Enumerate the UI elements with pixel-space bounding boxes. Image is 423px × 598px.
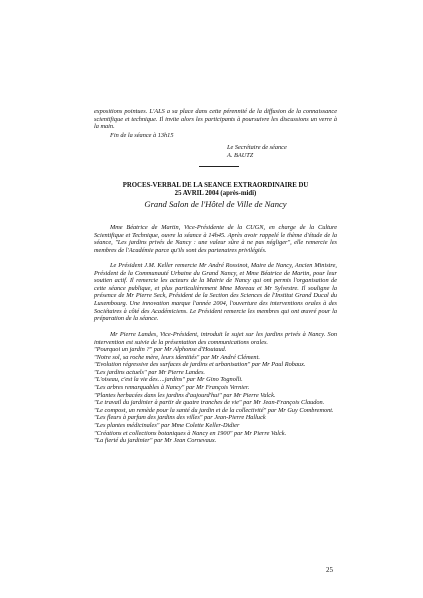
list-item: "Le compost, un remède pour la santé du jardin et de la collectivité" par Mr Guy Combremont. <box>94 406 334 414</box>
heading-subtitle: Grand Salon de l'Hôtel de Ville de Nancy <box>144 199 287 209</box>
paragraph-introduction: Mr Pierre Landes, Vice-Président, introduit le sujet sur les jardins privés à Nancy. Son intervention est suivie de la présentation des communications orales. <box>94 331 337 346</box>
list-item: "Les arbres remarquables à Nancy" par Mr François Vernier. <box>94 383 250 391</box>
signature-name: A. BAUTZ <box>227 152 254 159</box>
intro-paragraph: expositions pointues. L'ALS a sa place dans cette pérennité de la diffusion de la connaissance scientifique et technique. Il invite alors les participants à poursuivre les discussions un verre à la main. <box>94 108 337 131</box>
list-item: "Créations et collections botaniques à Nancy en 1900" par Mr Pierre Valck. <box>94 429 287 437</box>
heading-line-2: 25 AVRIL 2004 (après-midi) <box>174 190 257 197</box>
paragraph-president: Le Président J.M. Keller remercie Mr André Rossinot, Maire de Nancy, Ancien Ministre, Président de la Communauté Urbaine du Grand Nancy, et Mme Béatrice de Martin, pour leur soutien actif. Il remercie les acteurs de la Mairie de Nancy qui ont permis l'organisation de cette séance publique, et plus particulièrement Mme Moreau et Mr Sylvestre. Il souligne la présence de Mr Pierre Seck, Président de la Section des Sciences de l'Institut Grand Ducal du Luxembourg. Une innovation marque l'année 2004, l'ouverture des interventions orales à des Sociétaires à côté des Académiciens. Le Président remercie les membres qui ont œuvré pour la préparation de la séance. <box>94 262 337 323</box>
list-item: "Evolution régressive des surfaces de jardins et urbanisation" par Mr Paul Robaux. <box>94 361 306 369</box>
session-end-line: Fin de la séance à 13h15 <box>110 132 174 139</box>
list-item: "Notre sol, sa roche mère, leurs identités" par Mr André Clément. <box>94 353 260 361</box>
list-item: "Les fleurs à parfum des jardins des villes" par Jean-Pierre Halluck <box>94 414 266 422</box>
list-item: "Le travail du jardinier à partir de quatre tranches de vie" par Mr Jean-François Claudon. <box>94 399 325 407</box>
communications-list <box>94 346 337 445</box>
paragraph-opening: Mme Béatrice de Martin, Vice-Présidente de la CUGN, en charge de la Culture Scientifique et Technique, ouvre la séance à 14h45. Après avoir rappelé le thème d'étude de la séance, "Les jardins privés de Nancy : une valeur sûre à ne pas négliger", elle remercie les membres de l'Académie parce qu'ils sont des partenaires privilégiés. <box>94 224 337 254</box>
page-number: 25 <box>326 566 333 574</box>
list-item: "Les jardins actuels" par Mr Pierre Landes. <box>94 368 205 376</box>
list-item: "La fierté du jardinier" par Mr Jean Cornevaux. <box>94 437 217 445</box>
list-item: "Pourquoi un jardin ?" par Mr Alphonse d'Houtaud. <box>94 346 227 353</box>
section-divider <box>199 166 239 167</box>
heading-line-1: PROCES-VERBAL DE LA SEANCE EXTRAORDINAIRE DU <box>122 182 309 189</box>
signature-role: Le Secrétaire de séance <box>227 144 287 151</box>
list-item: "L'oiseau, c'est la vie des….jardins" par Mr Gino Tognolli. <box>94 376 243 384</box>
list-item: "Plantes herbacées dans les jardins d'aujourd'hui" par Mr Pierre Valck. <box>94 391 276 399</box>
list-item: "Les plantes médicinales" par Mme Colette Keller-Didier <box>94 421 240 429</box>
